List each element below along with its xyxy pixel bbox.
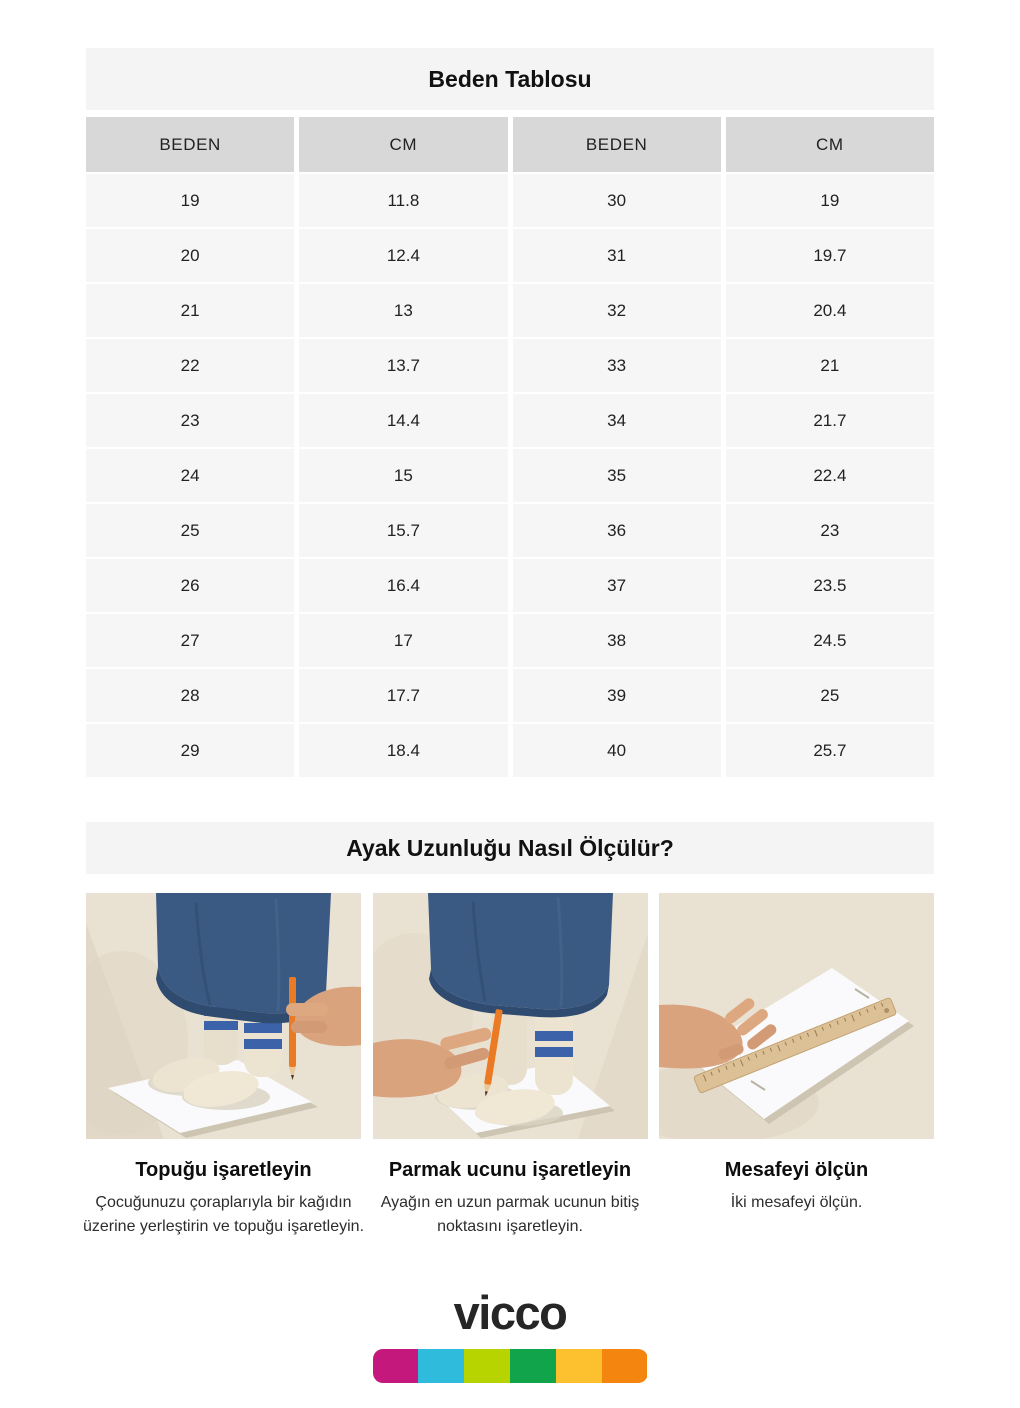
- size-table-cell: 20: [86, 229, 294, 282]
- size-table-cell: 19: [86, 174, 294, 227]
- size-table-cell: 17: [299, 614, 507, 667]
- size-table-cell: 21: [726, 339, 934, 392]
- size-table-cell: 36: [513, 504, 721, 557]
- size-table-header-cell: CM: [726, 117, 934, 172]
- step-mark-toe: [373, 893, 648, 1239]
- size-table-cell: 27: [86, 614, 294, 667]
- size-table-cell: 17.7: [299, 669, 507, 722]
- size-table-cell: 24.5: [726, 614, 934, 667]
- size-table-cell: 18.4: [299, 724, 507, 777]
- size-table-cell: 19: [726, 174, 934, 227]
- size-table-cell: 24: [86, 449, 294, 502]
- brand-color-bar: [373, 1349, 648, 1383]
- size-table-cell: 37: [513, 559, 721, 612]
- size-table-cell: 30: [513, 174, 721, 227]
- measure-section-title: Ayak Uzunluğu Nasıl Ölçülür?: [346, 834, 674, 861]
- measure-steps: [82, 893, 934, 1239]
- size-table-cell: 23: [86, 394, 294, 447]
- size-table-cell: 29: [86, 724, 294, 777]
- brand-bar-segment: [464, 1349, 510, 1383]
- step-description: Çocuğunuzu çoraplarıyla bir kağıdın üzerine yerleştirin ve topuğu işaretleyin.: [82, 1194, 365, 1235]
- size-table-cell: 25: [726, 669, 934, 722]
- size-table-header-cell: CM: [299, 117, 507, 172]
- brand-bar-segment: [602, 1349, 648, 1383]
- size-table-cell: 12.4: [299, 229, 507, 282]
- size-table-cell: 23: [726, 504, 934, 557]
- size-table-cell: 35: [513, 449, 721, 502]
- size-table-cell: 11.8: [299, 174, 507, 227]
- size-table-cell: 13.7: [299, 339, 507, 392]
- jeans: [428, 893, 613, 1017]
- size-table-cell: 22.4: [726, 449, 934, 502]
- size-table-cell: 13: [299, 284, 507, 337]
- size-table-cell: 39: [513, 669, 721, 722]
- size-table-title-band: [86, 48, 934, 110]
- mark-heel-illustration: [86, 893, 361, 1139]
- size-table-title: Beden Tablosu: [428, 65, 592, 92]
- mark-toe-photo: [373, 893, 648, 1139]
- step-title: Parmak ucunu işaretleyin: [388, 1159, 632, 1181]
- step-title: Topuğu işaretleyin: [135, 1159, 312, 1181]
- step-description: Ayağın en uzun parmak ucunun bitiş noktasını işaretleyin.: [380, 1194, 640, 1235]
- measure-distance-illustration: [659, 893, 934, 1139]
- size-table-cell: 31: [513, 229, 721, 282]
- size-table-cell: 32: [513, 284, 721, 337]
- brand-footer: [86, 1239, 934, 1383]
- step-title: Mesafeyi ölçün: [724, 1159, 869, 1181]
- size-table-cell: 28: [86, 669, 294, 722]
- step-mark-heel: [82, 893, 365, 1239]
- size-table-cell: 15: [299, 449, 507, 502]
- size-table-cell: 23.5: [726, 559, 934, 612]
- size-table-cell: 20.4: [726, 284, 934, 337]
- mark-toe-illustration: [373, 893, 648, 1139]
- brand-logo: vicco: [453, 1286, 567, 1339]
- size-table-cell: 26: [86, 559, 294, 612]
- size-table-cell: 33: [513, 339, 721, 392]
- size-table-cell: 38: [513, 614, 721, 667]
- size-table-cell: 40: [513, 724, 721, 777]
- mark-heel-photo: [86, 893, 361, 1139]
- size-table-header-cell: BEDEN: [513, 117, 721, 172]
- measure-section-title-band: [86, 822, 934, 874]
- size-table-cell: 22: [86, 339, 294, 392]
- size-table-cell: 21.7: [726, 394, 934, 447]
- page-content: [82, 48, 934, 1383]
- size-table-cell: 16.4: [299, 559, 507, 612]
- step-measure-distance: [659, 893, 934, 1239]
- brand-bar-segment: [373, 1349, 419, 1383]
- brand-bar-segment: [556, 1349, 602, 1383]
- brand-bar-segment: [510, 1349, 556, 1383]
- size-table-cell: 19.7: [726, 229, 934, 282]
- size-table-header-cell: BEDEN: [86, 117, 294, 172]
- size-table-cell: 15.7: [299, 504, 507, 557]
- measure-distance-photo: [659, 893, 934, 1139]
- size-table-cell: 14.4: [299, 394, 507, 447]
- brand-bar-segment: [418, 1349, 464, 1383]
- size-table-cell: 25: [86, 504, 294, 557]
- size-table-cell: 34: [513, 394, 721, 447]
- size-table-cell: 21: [86, 284, 294, 337]
- size-table-cell: 25.7: [726, 724, 934, 777]
- size-table: [86, 117, 934, 777]
- step-description: İki mesafeyi ölçün.: [730, 1194, 863, 1211]
